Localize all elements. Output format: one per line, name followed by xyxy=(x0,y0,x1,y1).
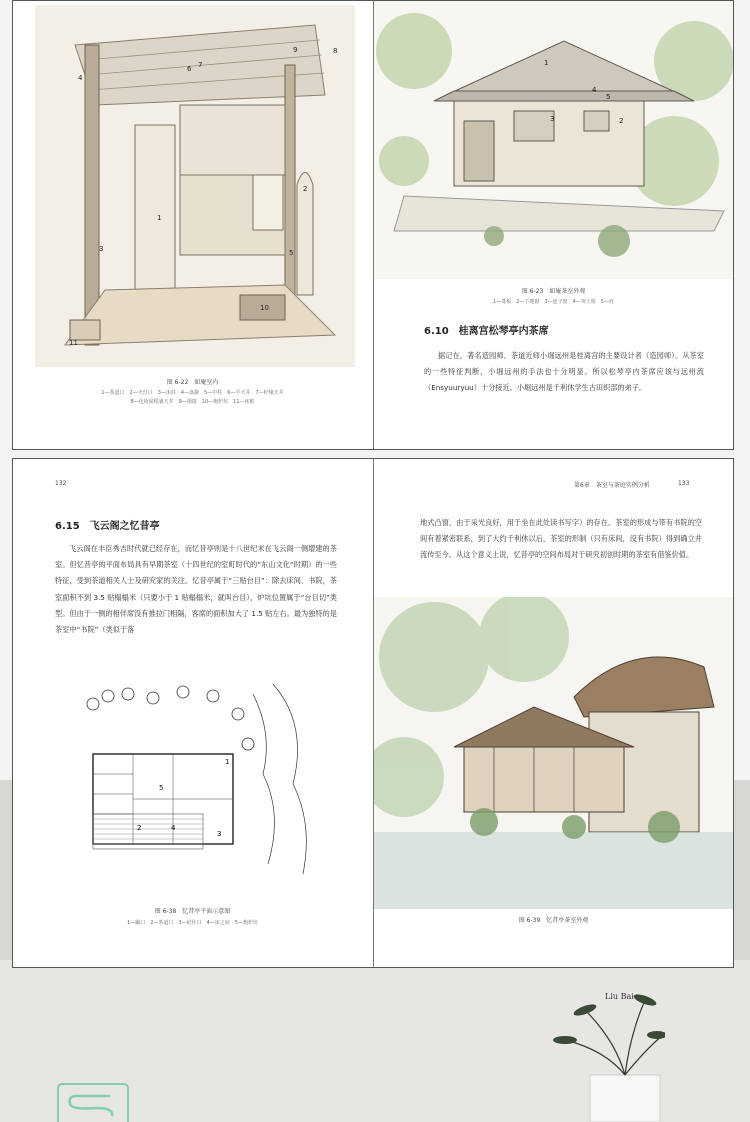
ext-label-4: 4 xyxy=(592,86,597,94)
page-number: 133 xyxy=(678,480,690,487)
plan-label-1: 1 xyxy=(225,758,230,766)
figure-legend-line2: 8—化妆屋根裏天井 9—揚窗 10—炮炉坑 11—床框 xyxy=(130,399,255,405)
plan-label-4: 4 xyxy=(171,824,176,832)
figure-legend: 1—葺板 2—下地窗 3—连子窗 4—突上窗 5—庇 xyxy=(493,299,614,305)
figure-caption: 图 6-23 如庵茶室外观 xyxy=(521,288,586,295)
label-6: 6 xyxy=(187,65,192,73)
ext-label-5: 5 xyxy=(606,93,611,101)
tea-house-exterior-sketch xyxy=(374,1,733,279)
artist-signature: Liu Bai xyxy=(605,992,634,1001)
label-7: 7 xyxy=(198,61,203,69)
body-paragraph: 据记在，著名造园师、茶道近师小堀远州是桂离宫的主要设计者（造园师）。从茶室的一些特征判断，小堀远州的手法也十分明显。所以松琴亭内茶席应该与远州流（Ensyuuryuu）十分接近。小堀远州是千利休学生古田织部的弟子。 xyxy=(424,351,704,393)
figure-caption: 图 6-22 如庵室内 xyxy=(166,379,219,386)
section-title: 6.15 飞云阁之忆昔亭 xyxy=(55,521,160,532)
book-spread-bottom xyxy=(12,458,734,968)
page-right-top xyxy=(373,1,733,449)
plan-label-2: 2 xyxy=(137,824,142,832)
label-8: 8 xyxy=(333,47,338,55)
figure-legend-line1: 1—茶道口 2—火灯口 3—床柱 4—落掛 5—中柱 6—平天井 7—杆缘天井 xyxy=(101,390,284,396)
label-9: 9 xyxy=(293,46,298,54)
figure-legend: 1—躏口 2—茶道口 3—给仕口 4—床之间 5—炮炉坑 xyxy=(127,920,258,926)
figure-caption: 图 6-39 忆昔亭茶室外观 xyxy=(518,917,589,924)
page-right-bottom xyxy=(373,459,733,967)
ext-label-3: 3 xyxy=(550,115,555,123)
section-title: 6.10 桂离宫松琴亭内茶席 xyxy=(424,326,549,337)
floor-plan-drawing xyxy=(73,674,323,889)
plan-label-3: 3 xyxy=(217,830,222,838)
potted-plant xyxy=(545,980,665,1122)
plan-label-5: 5 xyxy=(159,784,164,792)
label-3: 3 xyxy=(99,245,104,253)
running-head: 第6章 茶室与茶庭实例分析 xyxy=(574,482,650,489)
ext-label-2: 2 xyxy=(619,117,624,125)
label-1: 1 xyxy=(157,214,162,222)
label-2: 2 xyxy=(303,185,308,193)
label-11: 11 xyxy=(69,339,78,347)
tea-pavilion-exterior-sketch xyxy=(374,597,733,909)
tea-room-interior-sketch xyxy=(35,5,355,367)
page-left-top xyxy=(13,1,372,449)
body-paragraph: 地式凸窗，由于采光良好，用于坐在此处读书写字）的存在。茶室的形成与带有书院的空间有着紧密联系，到了大约千利休以后，茶室的形制（只有床间，没有书院）得到确立并流传至今。从这个意义上说，忆昔亭的空间布局对于研究初创时期的茶室有借鉴价值。 xyxy=(420,518,702,560)
label-5: 5 xyxy=(289,249,294,257)
brand-logo-icon xyxy=(56,1082,130,1122)
label-4: 4 xyxy=(78,74,83,82)
figure-caption: 图 6-38 忆昔亭平面示意图 xyxy=(154,908,231,915)
book-spread-top xyxy=(12,0,734,450)
body-paragraph: 飞云阁在丰臣秀吉时代就已经存在，而忆昔亭则是十八世纪末在飞云阁一侧增建的茶室。但忆昔亭的平面布局具有早期茶室（十四世纪的室町时代的“东山文化”时期）的一些特征，受到茶道相关人士及研究家的关注。忆昔亭属于“三贴台目”：除去床间、书院，茶室面积不到 3.5 贴榻榻米（只要小于 1 贴榻榻米，就叫台目），炉坑位置属于“台目切”类型。但由于一侧的相伴席没有推拉门相隔，客席的面积加大了 1.5 贴左右。最为独特的是茶室中“书院”（类似于落 xyxy=(55,544,337,635)
ext-label-1: 1 xyxy=(544,59,549,67)
page-left-bottom xyxy=(13,459,372,967)
label-10: 10 xyxy=(260,304,269,312)
page-number: 132 xyxy=(55,480,67,487)
